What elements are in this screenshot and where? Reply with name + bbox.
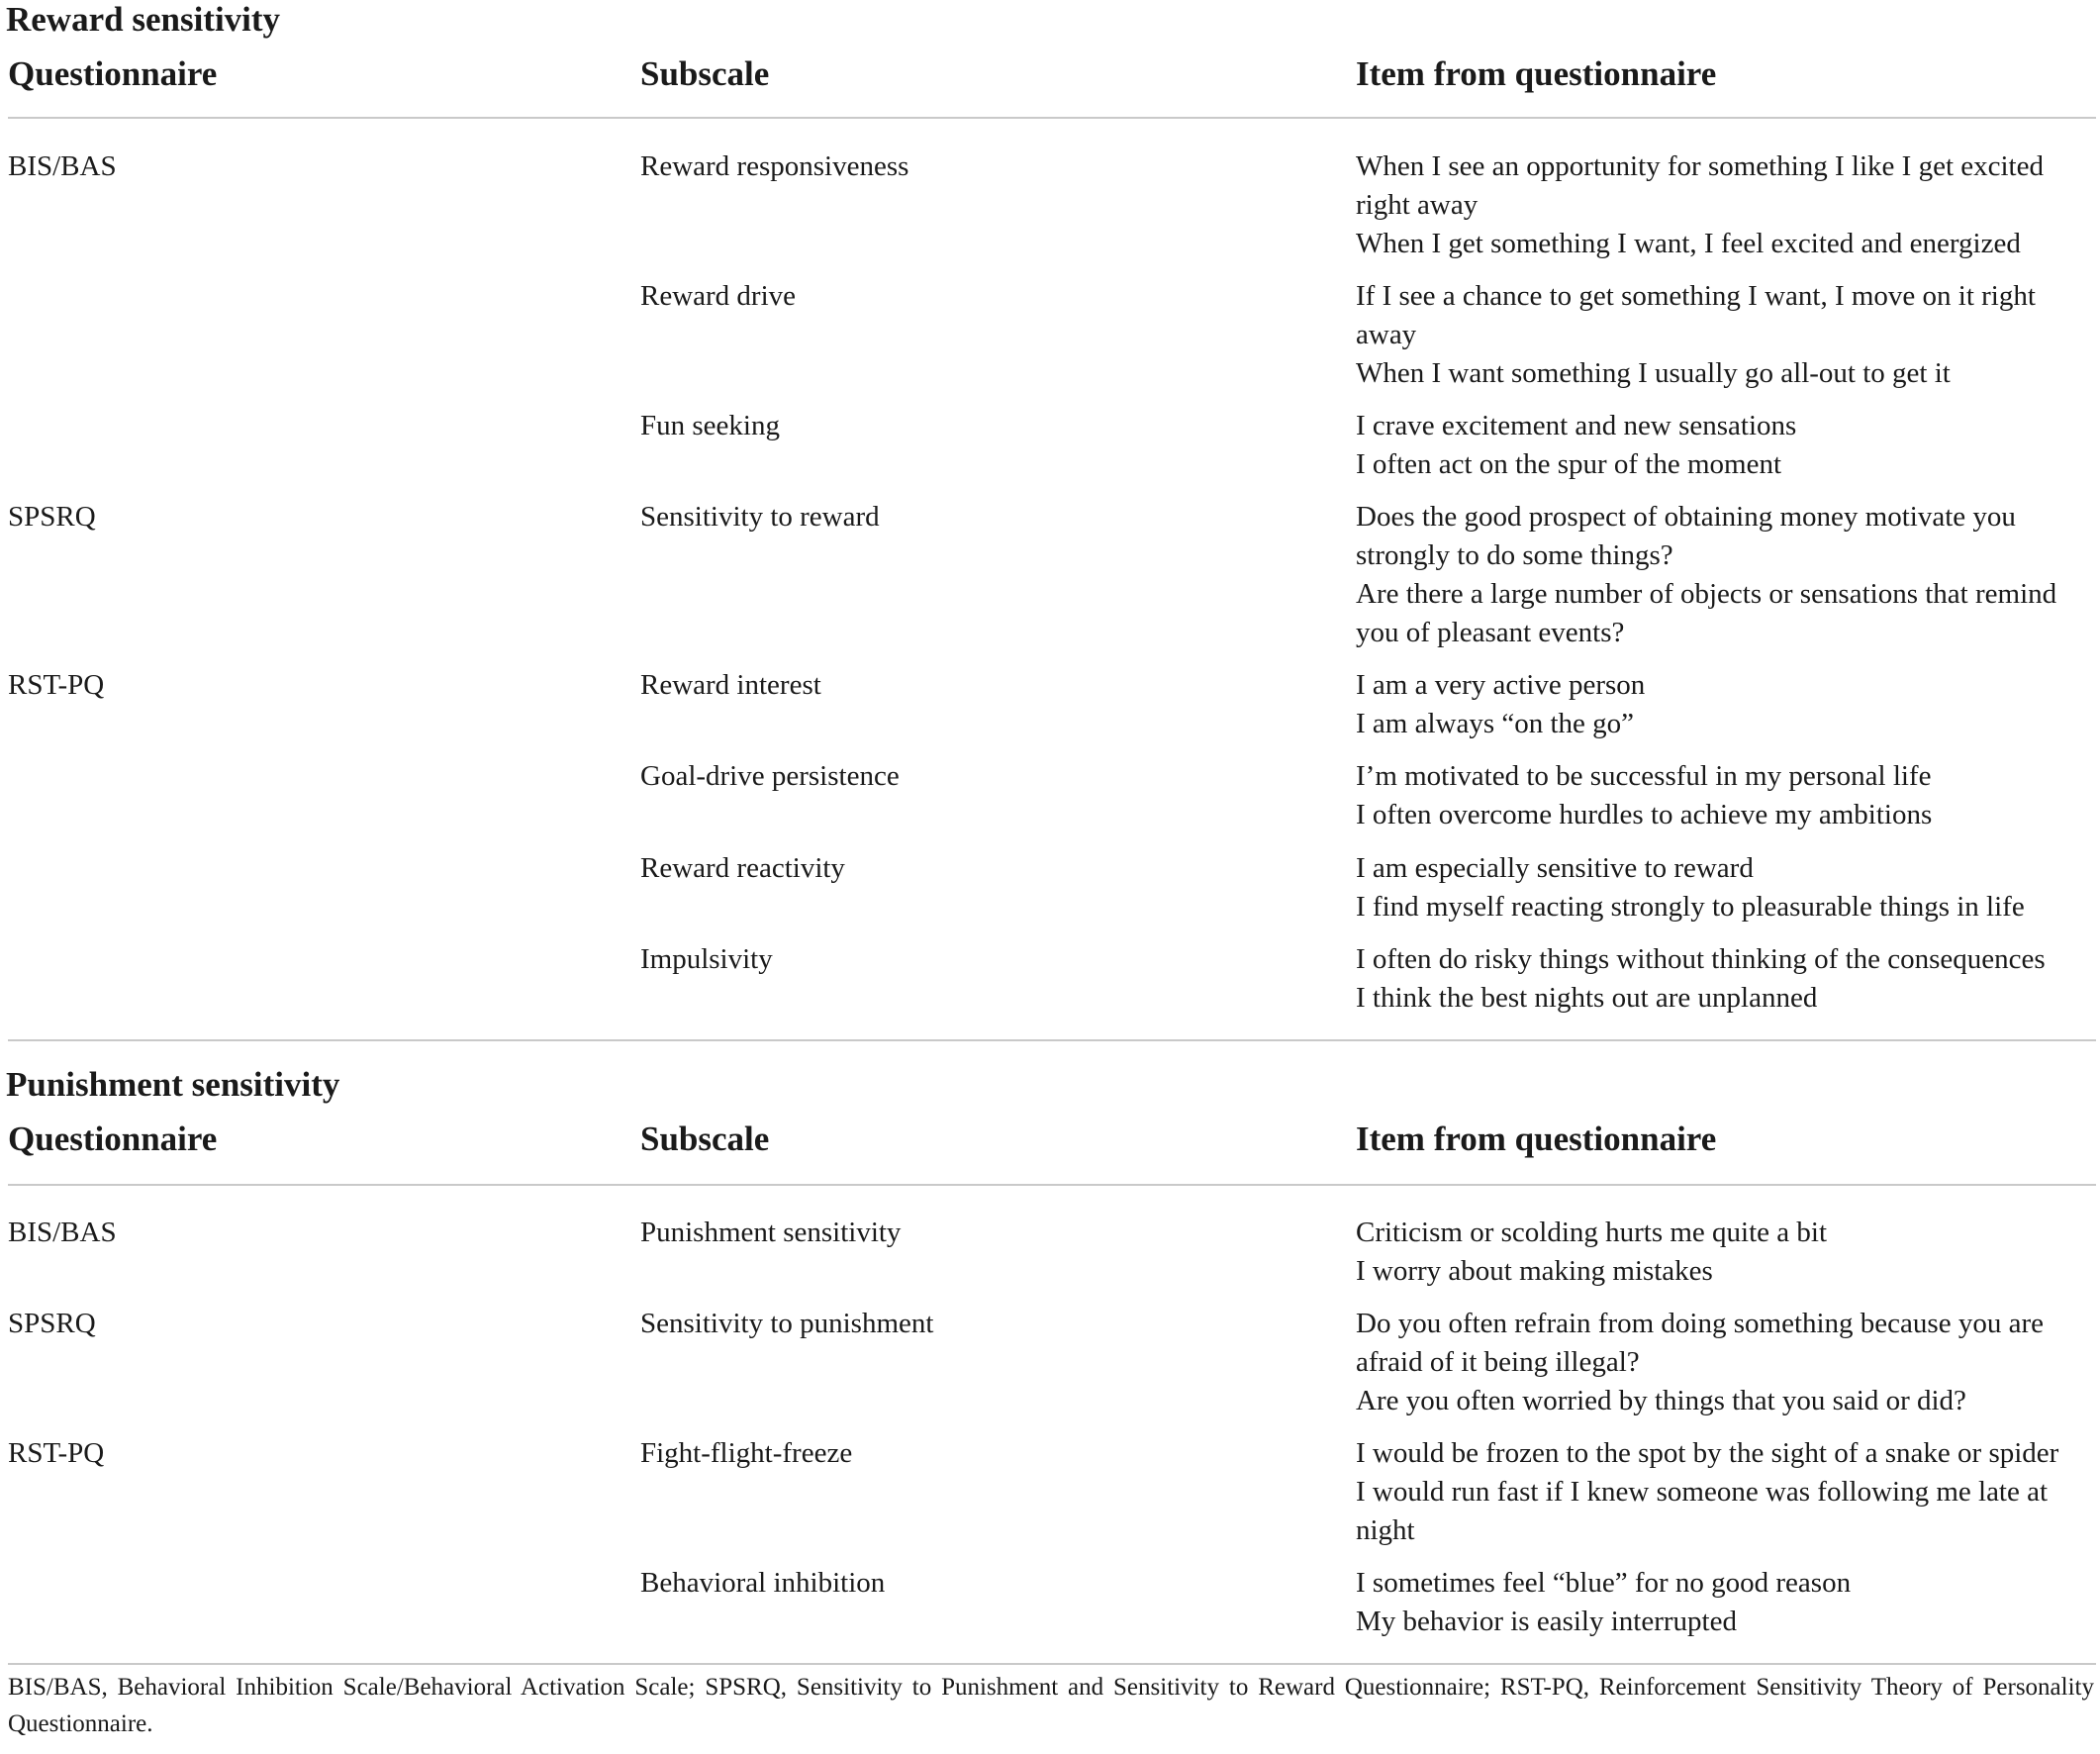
subscale-cell: Fight-flight-freeze — [640, 1437, 853, 1469]
item-cell — [1356, 849, 2098, 926]
header-subscale: Subscale — [640, 1120, 770, 1158]
item-text: I think the best nights out are unplanned — [1356, 982, 1818, 1014]
item-text: I sometimes feel “blue” for no good reason — [1356, 1567, 1852, 1599]
subscale-cell: Fun seeking — [640, 410, 780, 441]
questionnaire-cell: RST-PQ — [8, 1437, 105, 1469]
item-text: I would run fast if I knew someone was following me late at night — [1356, 1476, 2049, 1546]
header-item: Item from questionnaire — [1356, 1120, 1717, 1158]
subscale-cell: Reward interest — [640, 669, 821, 701]
header-subscale: Subscale — [640, 54, 770, 93]
item-text: Do you often refrain from doing something because you are afraid of it being illegal? — [1356, 1308, 2044, 1378]
item-cell — [1356, 940, 2098, 1018]
item-text: Criticism or scolding hurts me quite a bit — [1356, 1217, 1828, 1248]
item-text: I find myself reacting strongly to pleasurable things in life — [1356, 891, 2025, 923]
item-cell — [1356, 1214, 2098, 1291]
item-text: I’m motivated to be successful in my personal life — [1356, 760, 1932, 792]
subscale-cell: Punishment sensitivity — [640, 1217, 902, 1248]
header-questionnaire: Questionnaire — [8, 1120, 218, 1158]
item-cell — [1356, 1305, 2098, 1420]
item-text: When I get something I want, I feel excited and energized — [1356, 228, 2021, 259]
item-text: I often overcome hurdles to achieve my ambitions — [1356, 799, 1933, 830]
item-text: I often act on the spur of the moment — [1356, 448, 1782, 480]
item-text: Does the good prospect of obtaining money motivate you strongly to do some things? — [1356, 501, 2016, 571]
item-cell — [1356, 757, 2098, 834]
section-title-reward: Reward sensitivity — [6, 0, 281, 39]
item-cell — [1356, 498, 2098, 652]
item-text: When I see an opportunity for something I like I get excited right away — [1356, 150, 2044, 221]
item-text: Are there a large number of objects or sensations that remind you of pleasant events? — [1356, 578, 2057, 648]
header-rule — [8, 1184, 2096, 1186]
item-cell — [1356, 1564, 2098, 1641]
item-text: Are you often worried by things that you said or did? — [1356, 1385, 1966, 1416]
item-text: I often do risky things without thinking of the consequences — [1356, 943, 2046, 975]
table-bottom-rule — [8, 1663, 2096, 1665]
item-text: I crave excitement and new sensations — [1356, 410, 1797, 441]
item-cell — [1356, 407, 2098, 484]
item-cell — [1356, 147, 2098, 263]
item-text: I am always “on the go” — [1356, 708, 1635, 739]
subscale-cell: Reward reactivity — [640, 852, 845, 884]
item-cell — [1356, 277, 2098, 393]
item-text: My behavior is easily interrupted — [1356, 1606, 1737, 1637]
subscale-cell: Impulsivity — [640, 943, 773, 975]
subscale-cell: Goal-drive persistence — [640, 760, 900, 792]
header-questionnaire: Questionnaire — [8, 54, 218, 93]
subscale-cell: Reward responsiveness — [640, 150, 909, 182]
item-text: I am especially sensitive to reward — [1356, 852, 1754, 884]
subscale-cell: Behavioral inhibition — [640, 1567, 886, 1599]
item-text: I would be frozen to the spot by the sight of a snake or spider — [1356, 1437, 2059, 1469]
subscale-cell: Sensitivity to reward — [640, 501, 880, 533]
questionnaire-cell: BIS/BAS — [8, 1217, 117, 1248]
table-footnote: BIS/BAS, Behavioral Inhibition Scale/Behavioral Activation Scale; SPSRQ, Sensitivity to Punishment and Sensitivity to Reward Questionnaire; RST-PQ, Reinforcement Sensitivity Theory of Personality Questionnaire. — [8, 1674, 2094, 1737]
item-cell — [1356, 1434, 2098, 1550]
section-divider-rule — [8, 1039, 2096, 1041]
subscale-cell: Sensitivity to punishment — [640, 1308, 934, 1339]
item-text: When I want something I usually go all-out to get it — [1356, 357, 1951, 389]
section-title-punishment: Punishment sensitivity — [6, 1065, 340, 1104]
header-rule — [8, 117, 2096, 119]
item-text: I worry about making mistakes — [1356, 1255, 1713, 1287]
questionnaire-cell: RST-PQ — [8, 669, 105, 701]
subscale-cell: Reward drive — [640, 280, 797, 312]
questionnaire-cell: BIS/BAS — [8, 150, 117, 182]
item-text: If I see a chance to get something I want, I move on it right away — [1356, 280, 2036, 350]
questionnaire-cell: SPSRQ — [8, 1308, 96, 1339]
item-text: I am a very active person — [1356, 669, 1646, 701]
item-cell — [1356, 666, 2098, 743]
header-item: Item from questionnaire — [1356, 54, 1717, 93]
questionnaire-cell: SPSRQ — [8, 501, 96, 533]
